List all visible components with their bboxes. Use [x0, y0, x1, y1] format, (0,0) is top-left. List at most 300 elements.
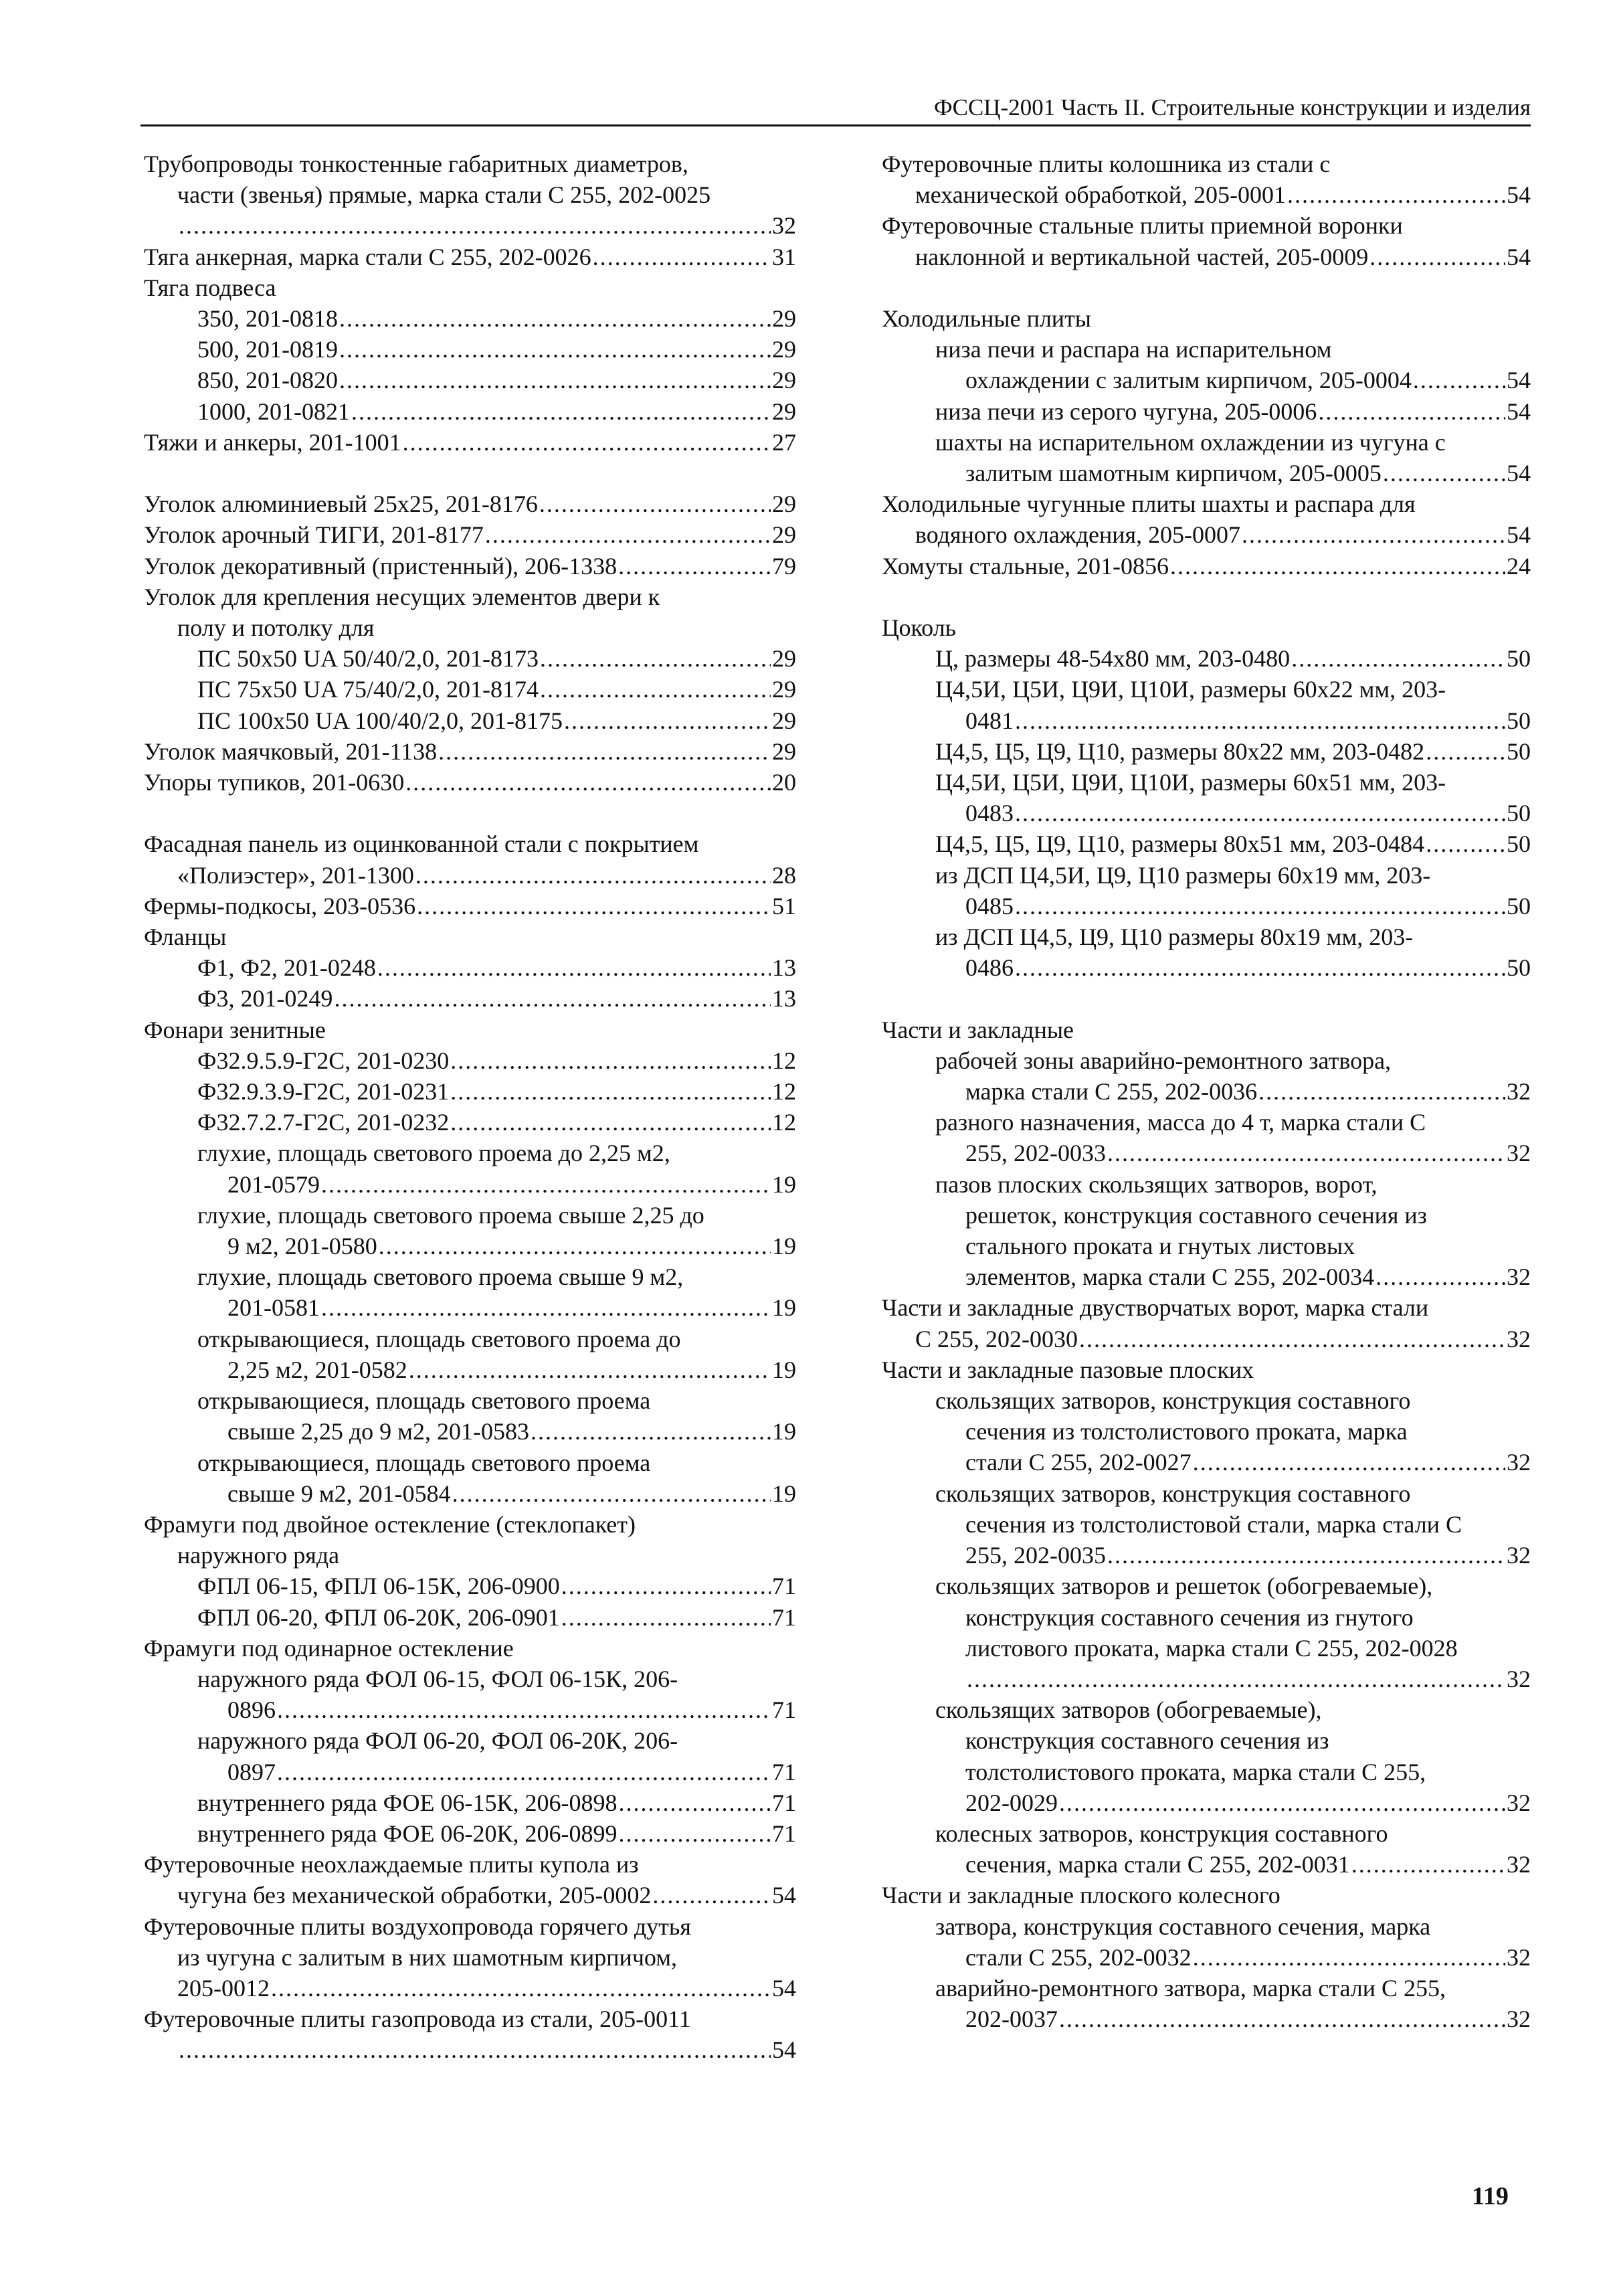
index-entry — [882, 519, 1531, 550]
page-ref: 19 — [772, 1294, 796, 1322]
page-ref: 50 — [1507, 737, 1531, 765]
page-ref: 32 — [1507, 1078, 1531, 1106]
dot-leader — [403, 427, 771, 458]
entry-text: водяного охлаждения, 205-0007 — [915, 521, 1241, 549]
entry-text: ФПЛ 06-15, ФПЛ 06-15К, 206-0900 — [197, 1573, 560, 1600]
page-ref: 71 — [772, 1603, 796, 1631]
index-entry — [882, 1385, 1531, 1416]
dot-leader — [1369, 242, 1505, 272]
index-entry — [144, 1973, 796, 2004]
dot-leader — [339, 334, 771, 365]
index-entry — [882, 1107, 1531, 1138]
index-entry — [882, 1200, 1531, 1231]
entry-text: Футеровочные плиты колошника из стали с — [882, 151, 1331, 177]
entry-text: 350, 201-0818 — [197, 305, 338, 333]
dot-leader — [618, 551, 771, 582]
entry-text: глухие, площадь светового проема свыше 9 м2, — [197, 1263, 684, 1291]
page-ref: 54 — [1507, 460, 1531, 487]
index-entry — [882, 1818, 1531, 1849]
page-ref: 32 — [1507, 1851, 1531, 1878]
entry-text: 205-0012 — [177, 1974, 270, 2002]
entry-text: наружного ряда ФОЛ 06-15, ФОЛ 06-15К, 206- — [197, 1665, 678, 1692]
section-gap — [882, 582, 1531, 612]
entry-text: 202-0037 — [965, 2006, 1058, 2033]
dot-leader — [967, 1664, 1505, 1694]
index-entry — [144, 272, 796, 303]
dot-leader — [652, 1880, 771, 1911]
entry-text: механической обработкой, 205-0001 — [915, 181, 1286, 209]
index-entry — [144, 860, 796, 891]
entry-text: сечения, марка стали С 255, 202-0031 — [965, 1851, 1350, 1878]
index-entry — [144, 952, 796, 983]
entry-text: Уголок декоративный (пристенный), 206-1338 — [144, 552, 618, 580]
page-ref: 32 — [1507, 1943, 1531, 1971]
index-entry — [882, 149, 1531, 179]
entry-text: затвора, конструкция составного сечения, марка — [935, 1913, 1431, 1940]
dot-leader — [593, 242, 771, 272]
dot-leader — [277, 1694, 771, 1725]
dot-leader — [450, 1107, 771, 1138]
dot-leader — [1351, 1849, 1505, 1880]
index-entry — [144, 1045, 796, 1076]
index-entry — [144, 983, 796, 1014]
page-header: ФССЦ-2001 Часть II. Строительные конструкции и изделия — [140, 92, 1531, 126]
index-entry — [144, 396, 796, 427]
index-entry — [144, 582, 796, 612]
index-entry — [144, 891, 796, 921]
dot-leader — [1015, 891, 1505, 921]
dot-leader — [417, 891, 771, 921]
section-gap — [882, 983, 1531, 1014]
index-entry — [882, 179, 1531, 210]
entry-text: элементов, марка стали С 255, 202-0034 — [965, 1263, 1375, 1291]
index-entry — [144, 1447, 796, 1478]
page-ref: 32 — [1507, 1449, 1531, 1476]
index-column-right — [882, 149, 1531, 2034]
entry-text: Футеровочные стальные плиты приемной воронки — [882, 212, 1403, 240]
dot-leader — [334, 983, 771, 1014]
entry-text: Уголок арочный ТИГИ, 201-8177 — [144, 521, 484, 549]
dot-leader — [271, 1973, 771, 2004]
page-ref: 29 — [772, 305, 796, 333]
index-entry — [882, 458, 1531, 489]
index-entry — [144, 149, 796, 179]
page-ref: 29 — [772, 707, 796, 734]
index-entry — [144, 1478, 796, 1509]
entry-text: из чугуна с залитым в них шамотным кирпичом, — [177, 1943, 678, 1971]
dot-leader — [179, 2034, 771, 2065]
dot-leader — [1107, 1540, 1505, 1571]
entry-text: конструкция составного сечения из — [965, 1727, 1329, 1755]
entry-text: Ц4,5И, Ц5И, Ц9И, Ц10И, размеры 60х22 мм, 203- — [935, 676, 1446, 703]
entry-text: Упоры тупиков, 201-0630 — [144, 769, 405, 796]
index-entry — [144, 1509, 796, 1540]
entry-text: рабочей зоны аварийно-ремонтного затвора, — [935, 1047, 1392, 1074]
index-entry — [882, 1694, 1531, 1725]
entry-text: 850, 201-0820 — [197, 367, 338, 394]
entry-text: 0485 — [965, 892, 1014, 919]
dot-leader — [1015, 798, 1505, 828]
entry-text: стального проката и гнутых листовых — [965, 1233, 1355, 1260]
index-entry — [144, 1602, 796, 1633]
page-ref: 54 — [772, 1974, 796, 2002]
dot-leader — [561, 1571, 771, 1601]
index-entry — [882, 1354, 1531, 1385]
index-entry — [882, 1880, 1531, 1911]
dot-leader — [452, 1478, 771, 1509]
page-ref: 19 — [772, 1480, 796, 1507]
entry-text: Трубопроводы тонкостенные габаритных диаметров, — [144, 151, 688, 177]
entry-text: ПС 100х50 UA 100/40/2,0, 201-8175 — [197, 707, 563, 734]
page-ref: 32 — [1507, 1263, 1531, 1291]
section-gap — [144, 798, 796, 828]
page-ref: 29 — [772, 367, 796, 394]
dot-leader — [377, 952, 771, 983]
index-entry — [882, 1911, 1531, 1942]
page-ref: 32 — [1507, 1325, 1531, 1352]
dot-leader — [619, 1787, 771, 1818]
index-entry — [882, 1725, 1531, 1756]
entry-text: Хомуты стальные, 201-0856 — [882, 552, 1169, 580]
entry-text: чугуна без механической обработки, 205-0002 — [177, 1882, 652, 1909]
index-entry — [144, 736, 796, 767]
page-ref: 71 — [772, 1820, 796, 1847]
entry-text: открывающиеся, площадь светового проема — [197, 1449, 651, 1476]
dot-leader — [415, 860, 771, 891]
index-entry — [144, 1694, 796, 1725]
index-entry — [144, 1231, 796, 1261]
entry-text: наклонной и вертикальной частей, 205-0009 — [915, 243, 1369, 270]
entry-text: Футеровочные плиты газопровода из стали, 205-0011 — [144, 2006, 691, 2033]
dot-leader — [1287, 179, 1505, 210]
entry-text: охлаждении с залитым кирпичом, 205-0004 — [965, 367, 1412, 394]
page-ref: 29 — [772, 737, 796, 765]
page-ref: 50 — [1507, 830, 1531, 858]
index-entry — [144, 2004, 796, 2034]
index-entry — [882, 1757, 1531, 1787]
index-entry — [882, 860, 1531, 891]
index-entry — [882, 612, 1531, 643]
index-entry — [144, 921, 796, 952]
page-ref: 24 — [1507, 552, 1531, 580]
page-number: 119 — [1472, 2182, 1509, 2210]
entry-text: Холодильные чугунные плиты шахты и распара для — [882, 491, 1416, 518]
index-entry — [144, 1200, 796, 1231]
page-ref: 32 — [1507, 1542, 1531, 1569]
entry-text: Ф32.9.3.9-Г2С, 201-0231 — [197, 1078, 450, 1106]
dot-leader — [179, 210, 771, 241]
index-entry — [882, 1231, 1531, 1261]
dot-leader — [1426, 828, 1505, 859]
dot-leader — [339, 365, 771, 395]
index-entry — [882, 365, 1531, 395]
entry-text: аварийно-ремонтного затвора, марка стали С 255, — [935, 1974, 1446, 2002]
index-entry — [144, 303, 796, 334]
entry-text: 0897 — [227, 1758, 276, 1785]
entry-text: Фланцы — [144, 923, 227, 951]
entry-text: стали С 255, 202-0032 — [965, 1943, 1192, 1971]
dot-leader — [531, 1416, 771, 1447]
index-entry — [144, 705, 796, 736]
entry-text: Холодильные плиты — [882, 305, 1091, 332]
index-entry — [882, 1324, 1531, 1354]
entry-text: колесных затворов, конструкция составного — [935, 1820, 1388, 1847]
index-entry — [144, 551, 796, 582]
page-ref: 29 — [772, 398, 796, 425]
dot-leader — [1015, 952, 1505, 983]
index-entry — [144, 1292, 796, 1323]
index-entry — [882, 798, 1531, 828]
index-entry — [144, 1169, 796, 1200]
entry-text: 202-0029 — [965, 1789, 1058, 1816]
entry-text: скользящих затворов (обогреваемые), — [935, 1696, 1322, 1724]
entry-text: Цоколь — [882, 614, 957, 642]
dot-leader — [351, 396, 771, 427]
page-ref: 51 — [772, 892, 796, 919]
entry-text: 500, 201-0819 — [197, 336, 338, 363]
entry-text: Фермы-подкосы, 203-0536 — [144, 892, 416, 919]
entry-text: из ДСП Ц4,5И, Ц9, Ц10 размеры 60х19 мм, 203- — [935, 861, 1431, 889]
entry-text: Ц, размеры 48-54х80 мм, 203-0480 — [935, 645, 1291, 673]
index-entry — [144, 519, 796, 550]
page-ref: 54 — [1507, 367, 1531, 394]
index-entry — [144, 1942, 796, 1973]
dot-leader — [1383, 458, 1505, 489]
index-entry — [882, 1973, 1531, 2004]
page-ref: 32 — [1507, 1789, 1531, 1816]
index-entry — [144, 1416, 796, 1447]
dot-leader — [1375, 1261, 1505, 1292]
entry-text: листового проката, марка стали С 255, 202-0028 — [965, 1634, 1458, 1662]
entry-text: 9 м2, 201-0580 — [227, 1233, 377, 1260]
index-entry — [882, 705, 1531, 736]
page-ref: 31 — [772, 243, 796, 270]
index-column-left — [144, 149, 796, 2066]
index-entry — [882, 489, 1531, 519]
entry-text: 255, 202-0033 — [965, 1140, 1106, 1167]
entry-text: Тяжи и анкеры, 201-1001 — [144, 428, 401, 456]
index-entry — [144, 1849, 796, 1880]
page-ref: 54 — [1507, 398, 1531, 425]
index-entry — [882, 1787, 1531, 1818]
index-entry — [882, 643, 1531, 674]
entry-text: свыше 9 м2, 201-0584 — [227, 1480, 451, 1507]
index-entry — [144, 1076, 796, 1107]
index-entry — [882, 1014, 1531, 1045]
page-ref: 13 — [772, 985, 796, 1012]
index-entry — [144, 242, 796, 272]
index-entry — [882, 551, 1531, 582]
page-ref: 54 — [1507, 521, 1531, 549]
dot-leader — [540, 643, 771, 674]
entry-text: сечения из толстолистового проката, марка — [965, 1418, 1408, 1445]
page-ref: 29 — [772, 521, 796, 549]
entry-text: ПС 50х50 UA 50/40/2,0, 201-8173 — [197, 645, 539, 673]
page-ref: 19 — [772, 1233, 796, 1260]
entry-text: 255, 202-0035 — [965, 1542, 1106, 1569]
index-entry — [882, 242, 1531, 272]
entry-text: низа печи из серого чугуна, 205-0006 — [935, 398, 1317, 425]
page-ref: 29 — [772, 645, 796, 673]
index-entry — [882, 1571, 1531, 1601]
index-entry — [882, 1076, 1531, 1107]
page-ref: 19 — [772, 1418, 796, 1445]
dot-leader — [450, 1045, 771, 1076]
page-ref: 54 — [772, 2036, 796, 2064]
index-entry — [882, 891, 1531, 921]
dot-leader — [321, 1169, 771, 1200]
index-entry — [882, 1447, 1531, 1478]
entry-text: наружного ряда ФОЛ 06-20, ФОЛ 06-20К, 206- — [197, 1727, 678, 1755]
page-ref: 13 — [772, 954, 796, 982]
entry-text: части (звенья) прямые, марка стали С 255, 202-0025 — [177, 181, 711, 209]
entry-text: полу и потолку для — [177, 614, 375, 642]
page-ref: 50 — [1507, 707, 1531, 734]
entry-text: «Полиэстер», 201-1300 — [177, 861, 414, 889]
index-entry — [144, 1571, 796, 1601]
index-entry — [882, 1138, 1531, 1168]
entry-text: Ф3, 201-0249 — [197, 985, 333, 1012]
dot-leader — [1291, 643, 1505, 674]
dot-leader — [379, 1231, 771, 1261]
page-ref: 32 — [1507, 1665, 1531, 1692]
entry-text: скользящих затворов и решеток (обогреваемые), — [935, 1573, 1433, 1600]
page-ref: 32 — [1507, 2006, 1531, 2033]
index-entry — [882, 736, 1531, 767]
page-ref: 32 — [772, 212, 796, 240]
entry-text: Фрамуги под двойное остекление (стеклопакет) — [144, 1510, 636, 1538]
dot-leader — [564, 705, 771, 736]
entry-text: шахты на испарительном охлаждении из чугуна с — [935, 428, 1446, 456]
entry-text: 201-0579 — [227, 1170, 320, 1198]
page-ref: 54 — [1507, 181, 1531, 209]
page-ref: 54 — [772, 1882, 796, 1909]
entry-text: наружного ряда — [177, 1542, 340, 1569]
index-entry — [144, 1385, 796, 1416]
index-entry — [882, 396, 1531, 427]
index-entry — [144, 1787, 796, 1818]
page-ref: 19 — [772, 1170, 796, 1198]
page-ref: 29 — [772, 676, 796, 703]
entry-text: открывающиеся, площадь светового проема — [197, 1387, 651, 1415]
entry-text: Уголок маячковый, 201-1138 — [144, 737, 438, 765]
entry-text: Тяга подвеса — [144, 274, 276, 301]
entry-text: 0481 — [965, 707, 1014, 734]
entry-text: С 255, 202-0030 — [915, 1325, 1078, 1352]
dot-leader — [1015, 705, 1505, 736]
entry-text: Футеровочные плиты воздухопровода горячего дутья — [144, 1913, 691, 1940]
index-entry — [144, 2034, 796, 2065]
page-ref: 12 — [772, 1078, 796, 1106]
index-entry — [882, 334, 1531, 365]
index-entry — [882, 1416, 1531, 1447]
index-entry — [882, 1169, 1531, 1200]
index-entry — [882, 303, 1531, 334]
index-entry — [882, 1602, 1531, 1633]
dot-leader — [1413, 365, 1505, 395]
index-entry — [882, 1942, 1531, 1973]
page-ref: 32 — [1507, 1140, 1531, 1167]
index-entry — [144, 365, 796, 395]
dot-leader — [561, 1602, 771, 1633]
index-entry — [144, 1014, 796, 1045]
index-entry — [882, 1045, 1531, 1076]
entry-text: решеток, конструкция составного сечения из — [965, 1201, 1427, 1229]
page-ref: 28 — [772, 861, 796, 889]
entry-text: глухие, площадь светового проема свыше 2,25 до — [197, 1201, 704, 1229]
dot-leader — [619, 1818, 771, 1849]
index-entry — [144, 427, 796, 458]
dot-leader — [1318, 396, 1505, 427]
dot-leader — [277, 1757, 771, 1787]
entry-text: Фонари зенитные — [144, 1016, 326, 1043]
index-entry — [882, 1509, 1531, 1540]
page-ref: 12 — [772, 1047, 796, 1074]
entry-text: внутреннего ряда ФОЕ 06-15К, 206-0898 — [197, 1789, 618, 1816]
entry-text: Ц4,5, Ц5, Ц9, Ц10, размеры 80х51 мм, 203-0484 — [935, 830, 1425, 858]
index-entry — [882, 1292, 1531, 1323]
dot-leader — [321, 1292, 771, 1323]
dot-leader — [539, 489, 771, 519]
entry-text: 2,25 м2, 201-0582 — [227, 1356, 407, 1383]
entry-text: сечения из толстолистовой стали, марка стали С — [965, 1510, 1462, 1538]
entry-text: 1000, 201-0821 — [197, 398, 350, 425]
index-entry — [882, 2004, 1531, 2034]
page-ref: 19 — [772, 1356, 796, 1383]
entry-text: 201-0581 — [227, 1294, 320, 1322]
page-ref: 29 — [772, 491, 796, 518]
index-entry — [144, 210, 796, 241]
index-entry — [882, 1540, 1531, 1571]
entry-text: Части и закладные плоского колесного — [882, 1882, 1280, 1909]
dot-leader — [450, 1076, 771, 1107]
index-entry — [144, 334, 796, 365]
entry-text: Ц4,5И, Ц5И, Ц9И, Ц10И, размеры 60х51 мм, 203- — [935, 769, 1446, 796]
index-entry — [882, 921, 1531, 952]
entry-text: Футеровочные неохлаждаемые плиты купола из — [144, 1851, 639, 1878]
index-entry — [144, 1107, 796, 1138]
entry-text: глухие, площадь светового проема до 2,25 м2, — [197, 1140, 670, 1167]
entry-text: Уголок для крепления несущих элементов двери к — [144, 583, 660, 610]
index-entry — [882, 1261, 1531, 1292]
page-ref: 71 — [772, 1573, 796, 1600]
entry-text: 0486 — [965, 954, 1014, 982]
index-entry — [882, 1664, 1531, 1694]
index-entry — [144, 643, 796, 674]
index-entry — [144, 1664, 796, 1694]
index-entry — [882, 952, 1531, 983]
dot-leader — [1079, 1324, 1505, 1354]
entry-text: Части и закладные — [882, 1016, 1074, 1043]
index-entry — [882, 210, 1531, 241]
page-ref: 12 — [772, 1109, 796, 1136]
index-entry — [144, 489, 796, 519]
dot-leader — [339, 303, 771, 334]
entry-text: Тяга анкерная, марка стали С 255, 202-0026 — [144, 243, 591, 270]
dot-leader — [1258, 1076, 1505, 1107]
entry-text: залитым шамотным кирпичом, 205-0005 — [965, 460, 1382, 487]
entry-text: пазов плоских скользящих затворов, ворот, — [935, 1170, 1378, 1198]
index-entry — [144, 1540, 796, 1571]
entry-text: Части и закладные двустворчатых ворот, марка стали — [882, 1294, 1429, 1322]
dot-leader — [438, 736, 771, 767]
page-ref: 71 — [772, 1696, 796, 1724]
page-ref: 50 — [1507, 645, 1531, 673]
index-entry — [144, 828, 796, 859]
entry-text: скользящих затворов, конструкция составного — [935, 1480, 1411, 1507]
index-entry — [882, 828, 1531, 859]
index-entry — [144, 1261, 796, 1292]
